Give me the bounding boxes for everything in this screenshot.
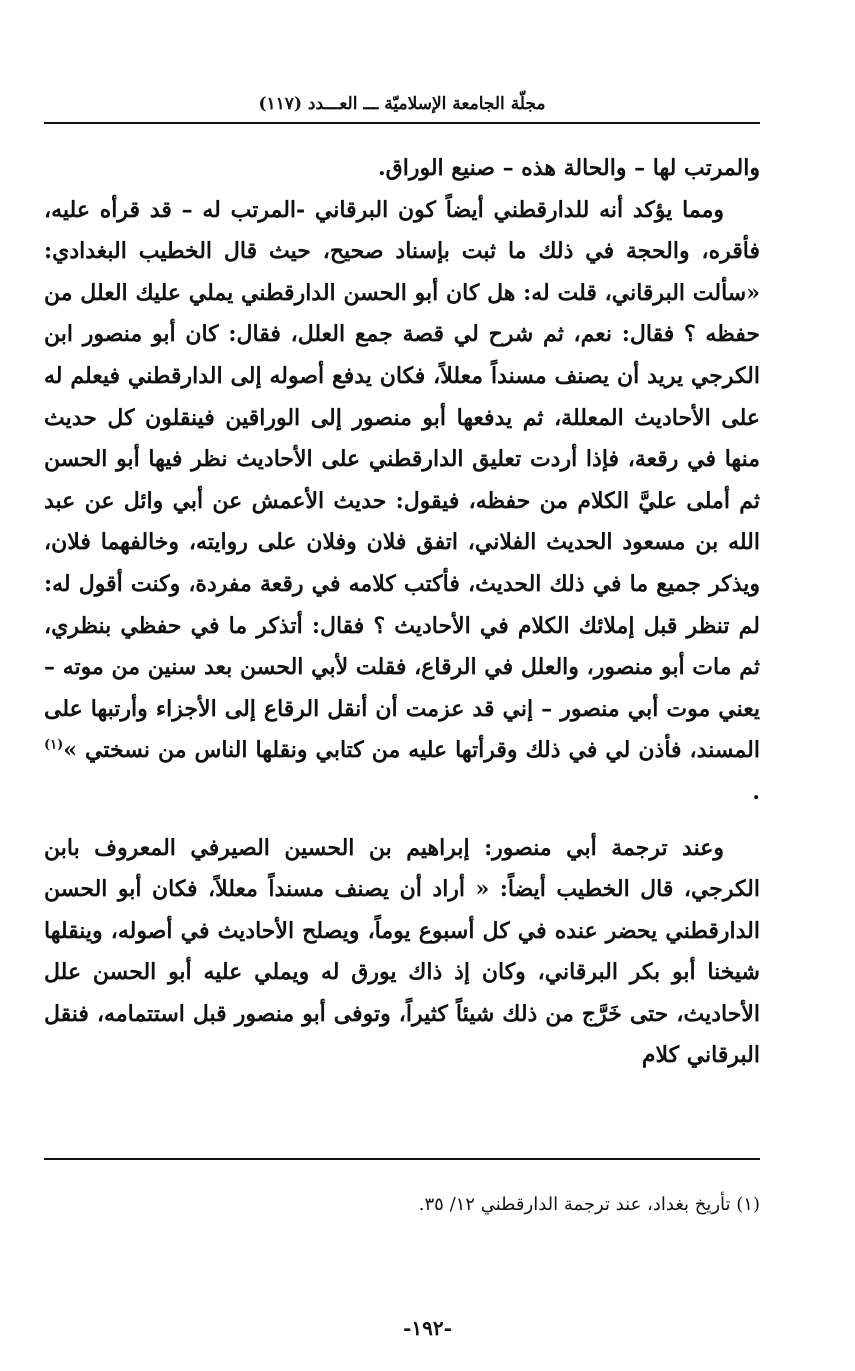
footnote-reference: (١) bbox=[44, 737, 64, 753]
paragraph-3: وعند ترجمة أبي منصور: إبراهيم بن الحسين الصيرفي المعروف بابن الكرجي، قال الخطيب أيضاً: « أراد أن يصنف مسنداً معللاً، فكان أبو الحسن الدارقطني يحضر عنده في كل أسبوع يوماً، ويصلح الأحاديث في أصوله، وينقلها شيخنا أبو بكر البرقاني، وكان إذ ذاك يورق له ويملي عليه أبو الحسن علل الأحاديث، حتى خَرَّج من ذلك شيئاً كثيراً، وتوفى أبو منصور قبل استتمامه، فنقل البرقاني كلام bbox=[44, 834, 760, 1069]
page-number: -١٩٢- bbox=[403, 1316, 452, 1340]
header-rule bbox=[44, 122, 760, 124]
paragraph-2-text: ومما يؤكد أنه للدارقطني أيضاً كون البرقاني -المرتب له – قد قرأه عليه، فأقره، والحجة في ذلك ما ثبت بإسناد صحيح، حيث قال الخطيب البغدادي: «سألت البرقاني، قلت له: هل كان أبو الحسن الدارقطني يملي عليك العلل من حفظه ؟ فقال: نعم، ثم شرح لي قصة جمع العلل، فقال: كان أبو منصور ابن الكرجي يريد أن يصنف مسنداً معللاً، فكان يدفع أصوله إلى الدارقطني فيعلم له على الأحاديث المعللة، ثم يدفعها أبو منصور إلى الوراقين فينقلون كل حديث منها في رقعة، فإذا أردت تعليق الدارقطني على الأحاديث نظر فيها أبو الحسن ثم أملى عليَّ الكلام من حفظه، فيقول: حديث الأعمش عن أبي وائل عن عبد الله بن مسعود الحديث الفلاني، اتفق فلان وفلان على روايته، وخالفهما فلان، ويذكر جميع ما في ذلك الحديث، فأكتب كلامه في رقعة مفردة، وكنت أقول له: لم تنظر قبل إملائك الكلام في الأحاديث ؟ فقال: أتذكر ما في حفظي بنظري، ثم مات أبو منصور، والعلل في الرقاع، فقلت لأبي الحسن بعد سنين من موته – يعني موت أبي منصور – إني قد عزمت أن أنقل الرقاع إلى الأجزاء وأرتبها على المسند، فأذن لي في ذلك وقرأتها عليه من كتابي ونقلها الناس من نسختي » bbox=[44, 196, 761, 764]
paragraph-1: والمرتب لها – والحالة هذه – صنيع الوراق. bbox=[377, 155, 760, 181]
footnote-rule bbox=[44, 1158, 760, 1160]
main-text bbox=[44, 148, 760, 1077]
paragraph-2-end: . bbox=[752, 778, 760, 805]
running-header bbox=[44, 88, 760, 124]
paragraph-2 bbox=[44, 190, 760, 814]
journal-running-head: مجلّة الجامعة الإسلاميّة ـــ العـــدد (١١٧) bbox=[258, 94, 546, 114]
footnote: (١) تأريخ بغداد، عند ترجمة الدارقطني ١٢/ ٣٥. bbox=[418, 1194, 760, 1215]
